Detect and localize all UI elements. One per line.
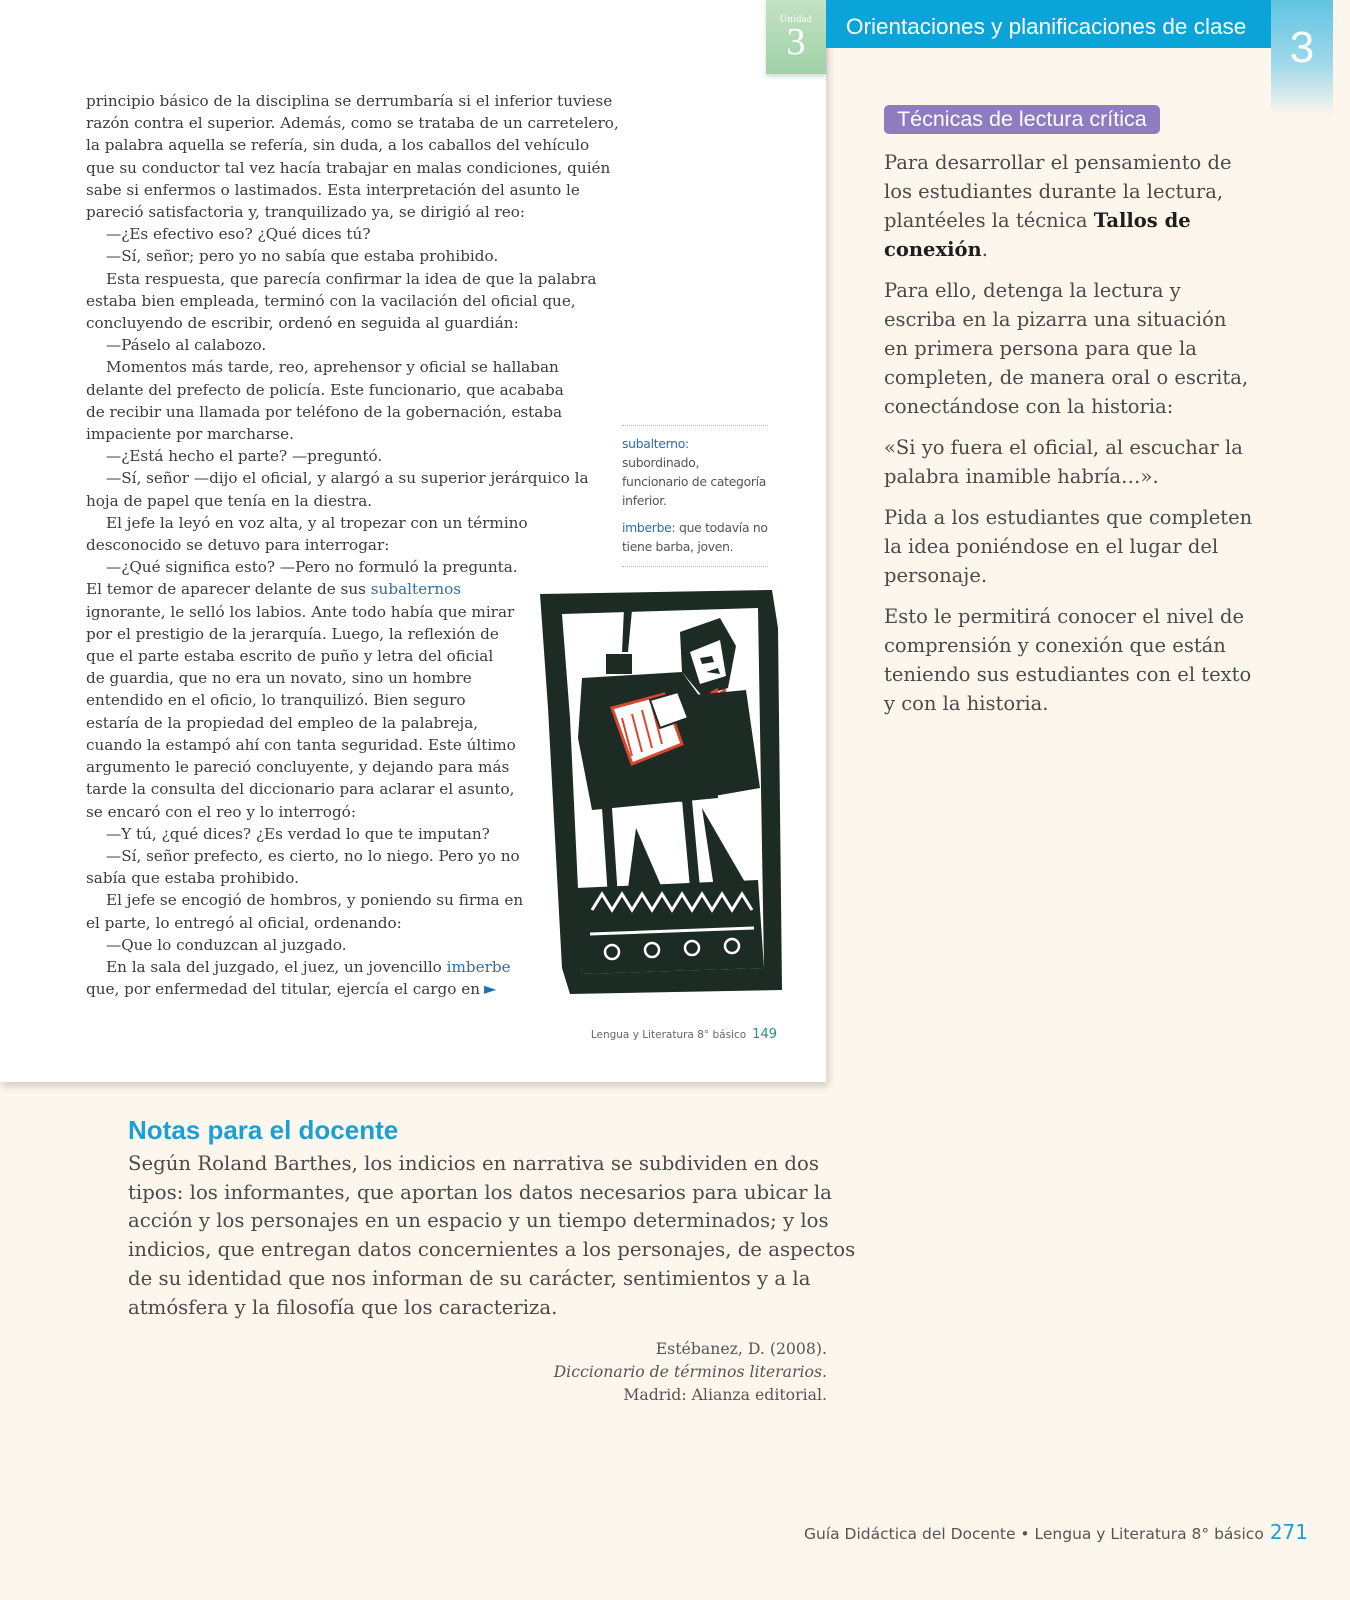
teaching-sidebar (884, 105, 1253, 718)
story-line: argumento le pareció concluyente, y dejando para más (86, 758, 510, 777)
glossary-entry (622, 434, 768, 510)
story-line: desconocido se detuvo para interrogar: (86, 536, 390, 555)
text-line: personaje. (884, 564, 988, 587)
citation-publisher: Madrid: Alianza editorial. (623, 1385, 827, 1404)
citation (554, 1337, 827, 1406)
text-line: atmósfera y la filosofía que los caracteriza. (128, 1295, 558, 1319)
story-line: Esta respuesta, que parecía confirmar la idea de que la palabra (106, 269, 597, 288)
technique-name: Tallos de (1093, 209, 1191, 232)
citation-line (554, 1337, 827, 1383)
unit-tab-number: 3 (786, 21, 806, 63)
citation-title: Diccionario de términos literarios. (553, 1362, 827, 1381)
story-line: estaría de la propiedad del empleo de la palabreja, (86, 713, 479, 732)
sidebar-paragraph (884, 433, 1244, 491)
story-line-start: que, por enfermedad del titular, ejercía el cargo en (86, 980, 480, 999)
sidebar-paragraph (884, 503, 1253, 590)
story-line: —Sí, señor —dijo el oficial, y alargó a su superior jerárquico la (106, 469, 589, 488)
guide-page-number: 271 (1269, 1520, 1308, 1544)
story-line: —Páselo al calabozo. (106, 336, 267, 355)
story-line: entendido en el oficio, lo tranquilizó. Bien seguro (86, 691, 466, 710)
text-line: de su identidad que nos informan de su carácter, sentimientos y a la (128, 1266, 811, 1290)
story-line: sabía que estaba prohibido. (86, 869, 299, 888)
unit-number-tab: 3 (1271, 0, 1333, 116)
story-line: el parte, lo entregó al oficial, ordenando: (86, 913, 402, 932)
story-line: Momentos más tarde, reo, aprehensor y oficial se hallaban (106, 358, 559, 377)
text-line (884, 206, 1244, 235)
story-line-start: En la sala del juzgado, el juez, un jovencillo (106, 957, 447, 976)
teacher-notes (128, 1115, 856, 1322)
text-line: acción y los personajes en un espacio y un tiempo determinados; y los (128, 1209, 829, 1233)
sidebar-paragraph (884, 148, 1244, 264)
story-line: impaciente por marcharse. (86, 425, 294, 444)
story-line: —¿Está hecho el parte? —preguntó. (106, 447, 383, 466)
story-line: estaba bien empleada, terminó con la vacilación del oficial que, (86, 291, 576, 310)
story-line-start: El temor de aparecer delante de sus (86, 580, 371, 599)
text-line: y con la historia. (884, 692, 1049, 715)
story-line: —Y tú, ¿qué dices? ¿Es verdad lo que te imputan? (106, 824, 490, 843)
text-line: Para desarrollar el pensamiento de (884, 151, 1232, 174)
text-line: escriba en la pizarra una situación (884, 308, 1227, 331)
text-line: «Si yo fuera el oficial, al escuchar la (884, 436, 1243, 459)
text-fragment: . (981, 238, 988, 261)
glossary-definition: subordinado, funcionario de categoría inferior. (622, 455, 767, 508)
glossary-term: subalterno: (622, 436, 689, 451)
story-line: razón contra el superior. Además, como se trataba de un carretelero, (86, 114, 619, 133)
glossary-term-subalternos: subalternos (370, 580, 462, 599)
text-line: tipos: los informantes, que aportan los datos necesarios para ubicar la (128, 1180, 832, 1204)
text-line: Para ello, detenga la lectura y (884, 279, 1181, 302)
glossary-term-imberbe: imberbe (446, 957, 511, 976)
text-line: Según Roland Barthes, los indicios en narrativa se subdividen en dos (128, 1152, 819, 1175)
story-line: hoja de papel que tenía en la diestra. (86, 491, 373, 510)
story-line: cuando la estampó ahí con tanta seguridad. Este último (86, 735, 516, 754)
text-line: Pida a los estudiantes que completen (884, 506, 1253, 529)
story-line: que el parte estaba escrito de puño y letra del oficial (86, 647, 494, 666)
story-line: por el prestigio de la jerarquía. Luego, la reflexión de (86, 624, 499, 643)
notes-body (128, 1150, 856, 1322)
student-book-page (0, 0, 826, 1082)
text-line: palabra inamible habría…». (884, 465, 1159, 488)
glossary-definition: que todavía no tiene barba, joven. (622, 520, 768, 554)
story-line: El jefe la leyó en voz alta, y al tropezar con un término (106, 513, 528, 532)
text-line: teniendo sus estudiantes con el texto (884, 663, 1252, 686)
student-page-footer (591, 1027, 777, 1042)
guide-footer-text: Guía Didáctica del Docente • Lengua y Literatura 8° básico (803, 1525, 1264, 1543)
story-line: de guardia, que no era un novato, sino un hombre (86, 669, 472, 688)
story-line: la palabra aquella se refería, sin duda, a los caballos del vehículo (86, 136, 590, 155)
student-footer-text: Lengua y Literatura 8° básico (590, 1029, 747, 1041)
story-line: se encaró con el reo y lo interrogó: (86, 802, 356, 821)
unit-tab (766, 0, 826, 74)
story-line: tarde la consulta del diccionario para aclarar el asunto, (86, 780, 515, 799)
notes-title: Notas para el docente (128, 1115, 399, 1145)
story-line: —Sí, señor prefecto, es cierto, no lo niego. Pero yo no (106, 846, 520, 865)
story-line: que su conductor tal vez hacía trabajar en malas condiciones, quién (86, 158, 611, 177)
story-line: pareció satisfactoria y, tranquilizado ya, se dirigió al reo: (86, 203, 526, 222)
story-line: de recibir una llamada por teléfono de la gobernación, estaba (86, 402, 563, 421)
glossary-term: imberbe: (622, 520, 676, 535)
story-line: ignorante, le selló los labios. Ante todo había que mirar (86, 602, 515, 621)
glossary-entry (622, 518, 768, 556)
text-fragment: plantéeles la técnica (884, 209, 1094, 232)
text-line: en primera persona para que la (884, 337, 1197, 360)
text-line: completen, de manera oral o escrita, (884, 366, 1249, 389)
text-line: la idea poniéndose en el lugar del (884, 535, 1219, 558)
continue-arrow-icon: ► (484, 979, 497, 999)
text-line (884, 235, 1244, 264)
story-line: principio básico de la disciplina se derrumbaría si el inferior tuviese (86, 92, 613, 110)
story-line: —Sí, señor; pero yo no sabía que estaba prohibido. (106, 247, 499, 266)
citation-author: Estébanez, D. (2008). (655, 1339, 827, 1358)
text-line: Esto le permitirá conocer el nivel de (884, 605, 1245, 628)
glossary-box (622, 425, 768, 567)
story-line: —¿Es efectivo eso? ¿Qué dices tú? (106, 225, 371, 244)
text-line: los estudiantes durante la lectura, (884, 180, 1224, 203)
text-line: comprensión y conexión que están (884, 634, 1226, 657)
unit-tab-label: Unidad (779, 14, 813, 25)
sidebar-paragraph (884, 602, 1252, 718)
story-line: —Que lo conduzcan al juzgado. (106, 935, 347, 954)
guide-footer (804, 1520, 1308, 1544)
student-page-number: 149 (752, 1027, 777, 1042)
story-line: —¿Qué significa esto? —Pero no formuló la pregunta. (106, 558, 518, 577)
story-line: concluyendo de escribir, ordenó en seguida al guardián: (86, 314, 519, 333)
story-line: sabe si enfermos o lastimados. Esta interpretación del asunto le (86, 180, 580, 199)
story-line: delante del prefecto de policía. Este funcionario, que acababa (86, 380, 564, 399)
text-line: conectándose con la historia: (884, 395, 1174, 418)
sidebar-paragraph (884, 276, 1249, 421)
story-line: El jefe se encogió de hombros, y poniendo su firma en (106, 891, 524, 910)
section-header: Orientaciones y planificaciones de clase (826, 0, 1271, 48)
woodcut-illustration (532, 588, 786, 998)
technique-title: Técnicas de lectura crítica (884, 105, 1160, 134)
technique-name: conexión (884, 238, 982, 261)
text-line: indicios, que entregan datos concernientes a los personajes, de aspectos (128, 1238, 856, 1262)
